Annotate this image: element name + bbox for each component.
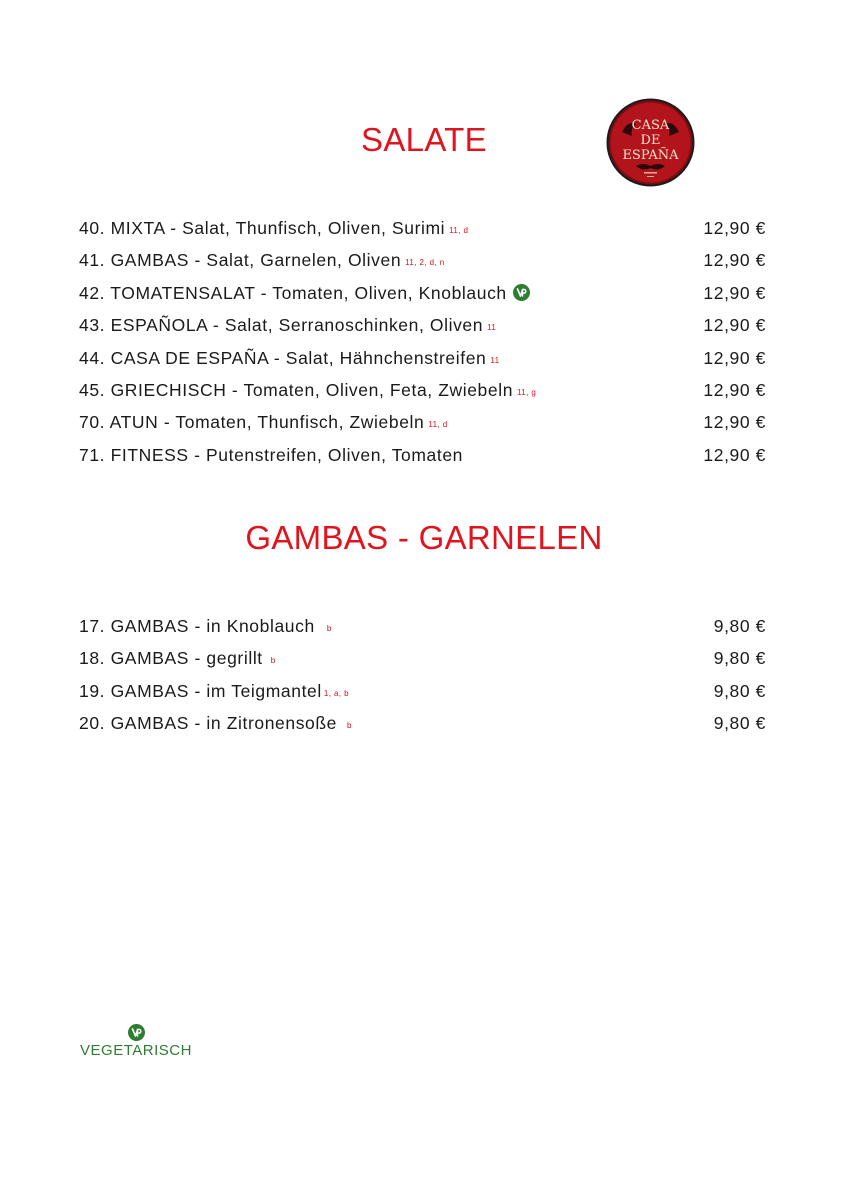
menu-item xyxy=(79,408,766,440)
allergen-codes: b xyxy=(347,721,352,731)
item-price: 12,90 € xyxy=(703,315,766,336)
item-price: 12,90 € xyxy=(703,282,766,303)
menu-item xyxy=(79,246,766,278)
item-name: 45. GRIECHISCH - Tomaten, Oliven, Feta, Zwiebeln xyxy=(79,379,514,400)
vegetarian-icon xyxy=(513,284,530,301)
item-name: 44. CASA DE ESPAÑA - Salat, Hähnchenstreifen xyxy=(79,347,487,368)
menu-item xyxy=(79,376,766,408)
menu-item xyxy=(79,441,766,473)
item-price: 9,80 € xyxy=(713,713,766,734)
item-name: 17. GAMBAS - in Knoblauch xyxy=(79,616,315,636)
item-price: 12,90 € xyxy=(703,379,766,400)
allergen-codes: b xyxy=(326,624,332,633)
vegetarian-icon xyxy=(128,1024,145,1041)
item-name: 42. TOMATENSALAT - Tomaten, Oliven, Knoblauch xyxy=(79,282,507,303)
gambas-menu-list xyxy=(79,612,766,742)
item-price: 9,80 € xyxy=(713,648,766,669)
item-name: 70. ATUN - Tomaten, Thunfisch, Zwiebeln xyxy=(79,412,425,433)
item-name: 18. GAMBAS - gegrillt xyxy=(79,648,263,669)
item-name: 41. GAMBAS - Salat, Garnelen, Oliven xyxy=(79,250,402,271)
legend-label: VEGETARISCH xyxy=(80,1042,192,1059)
allergen-codes: b xyxy=(270,656,276,666)
menu-item xyxy=(79,279,766,311)
item-price: 12,90 € xyxy=(703,412,766,433)
menu-item xyxy=(79,214,766,246)
item-name: 43. ESPAÑOLA - Salat, Serranoschinken, Oliven xyxy=(79,315,484,336)
section-title-salate: SALATE xyxy=(361,121,487,158)
item-price: 12,90 € xyxy=(703,250,766,271)
allergen-codes: 11, d xyxy=(449,226,469,235)
svg-text:ESPAÑA: ESPAÑA xyxy=(622,148,679,163)
section-title-gambas: GAMBAS - GARNELEN xyxy=(245,519,603,556)
svg-text:CASA: CASA xyxy=(631,118,670,133)
allergen-codes: 11, g xyxy=(517,387,537,397)
item-price: 9,80 € xyxy=(713,616,766,636)
allergen-codes: 11 xyxy=(487,323,497,333)
allergen-codes: 11, 2, d, n xyxy=(405,258,445,268)
menu-item xyxy=(79,677,766,709)
menu-item xyxy=(79,612,766,644)
vegetarian-legend xyxy=(79,1024,193,1059)
svg-text:DE: DE xyxy=(640,133,661,148)
allergen-codes: 1, a, b xyxy=(323,688,349,698)
menu-item xyxy=(79,644,766,676)
item-price: 12,90 € xyxy=(703,218,766,238)
salate-menu-list xyxy=(79,214,766,473)
item-name: 71. FITNESS - Putenstreifen, Oliven, Tomaten xyxy=(79,444,464,465)
menu-item xyxy=(79,709,766,741)
menu-item xyxy=(79,344,766,376)
item-name: 19. GAMBAS - im Teigmantel xyxy=(79,680,322,701)
item-name: 20. GAMBAS - in Zitronensoße xyxy=(79,713,338,734)
casa-de-espana-logo xyxy=(606,98,695,187)
item-price: 9,80 € xyxy=(713,680,766,701)
menu-item xyxy=(79,311,766,343)
item-price: 12,90 € xyxy=(703,444,766,465)
item-price: 12,90 € xyxy=(703,347,766,368)
allergen-codes: 11, d xyxy=(428,420,448,430)
allergen-codes: 11 xyxy=(490,355,500,365)
item-name: 40. MIXTA - Salat, Thunfisch, Oliven, Surimi xyxy=(79,218,446,238)
